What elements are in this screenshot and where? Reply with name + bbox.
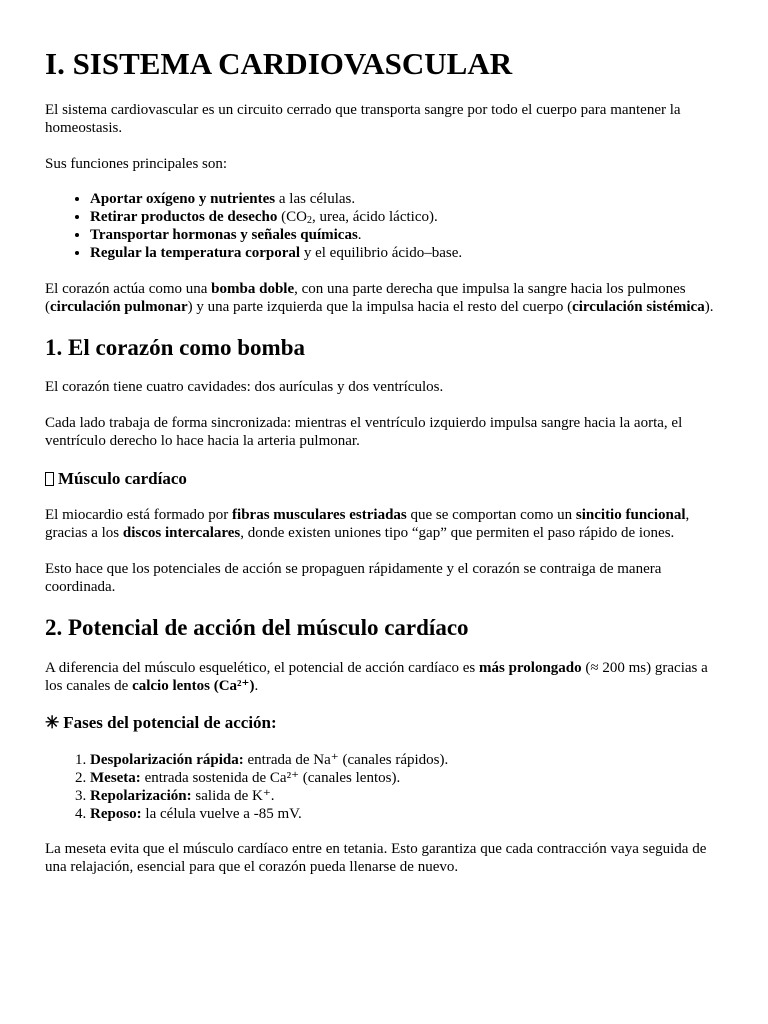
text: El miocardio está formado por [45,507,233,523]
bold-text: discos intercalares [122,525,241,541]
bold-text: bomba doble [211,281,295,297]
list-item [90,787,725,805]
subheading-text: Fases del potencial de acción: [63,713,277,732]
list-item-text: y el equilibrio ácido–base. [300,245,463,261]
phases-list [45,751,725,823]
heart-pump-paragraph [45,280,725,316]
intro-paragraph: El sistema cardiovascular es un circuito cerrado que transporta sangre por todo el cuerpo para mantener la homeostasis. [45,102,681,136]
bold-text: circulación pulmonar [50,299,188,315]
list-item-text: entrada de Na⁺ (canales rápidos). [243,752,449,768]
list-item-text: (CO [277,209,307,225]
bold-text: calcio lentos (Ca²⁺) [132,678,255,694]
section1-paragraph-2: Cada lado trabaja de forma sincronizada: mientras el ventrículo izquierdo impulsa sangre hacia la aorta, el ventrículo derecho lo hace hacia la arteria pulmonar. [45,415,683,449]
text: , gracias a los [45,507,690,541]
list-item-bold: Transportar hormonas y señales químicas [90,227,358,243]
list-item-bold: Reposo: [90,806,142,822]
list-item [90,805,725,823]
section1-paragraph-3 [45,506,725,542]
section2-heading: 2. Potencial de acción del músculo cardíaco [45,615,469,640]
list-item [90,208,725,226]
list-item-bold: Despolarización rápida: [90,752,244,768]
list-item [90,769,725,787]
list-item-text: , urea, ácido láctico). [311,209,438,225]
section1-heading: 1. El corazón como bomba [45,335,306,360]
list-item-text: a las células. [275,191,356,207]
text: que se comportan como un [406,507,576,523]
bold-text: sincitio funcional [575,507,686,523]
text: ) y una parte izquierda que la impulsa hacia el resto del cuerpo ( [187,299,573,315]
list-item-text: entrada sostenida de Ca²⁺ (canales lentos). [140,770,401,786]
text: . [254,678,259,694]
missing-glyph-icon [45,472,54,486]
text: (≈ 200 ms) gracias a los canales de [45,660,708,694]
functions-list [45,190,725,262]
section1-paragraph-1: El corazón tiene cuatro cavidades: dos aurículas y dos ventrículos. [45,379,444,395]
text: A diferencia del músculo esquelético, el potencial de acción cardíaco es [45,660,479,676]
list-item-text: salida de K⁺. [191,788,275,804]
section2-paragraph-1 [45,659,725,695]
list-item [90,190,725,208]
list-item-bold: Repolarización: [90,788,192,804]
text: ). [704,299,714,315]
list-item-text: la célula vuelve a -85 mV. [141,806,302,822]
text: , con una parte derecha que impulsa la sangre hacia los pulmones ( [45,281,686,315]
page-title: I. SISTEMA CARDIOVASCULAR [45,46,513,81]
bold-text: más prolongado [478,660,582,676]
asterisk-icon: ✳ [45,713,60,732]
list-item-bold: Retirar productos de desecho [90,209,278,225]
list-item-bold: Aportar oxígeno y nutrientes [90,191,276,207]
section2-paragraph-2: La meseta evita que el músculo cardíaco entre en tetania. Esto garantiza que cada contracción vaya seguida de una relajación, esencial para que el corazón pueda llenarse de nuevo. [45,841,707,875]
bold-text: circulación sistémica [572,299,705,315]
subscript: 2 [306,215,312,226]
list-item-text: . [357,227,362,243]
text: , donde existen uniones tipo “gap” que permiten el paso rápido de iones. [240,525,675,541]
list-item [90,751,725,769]
section2-subheading [45,712,277,734]
section1-paragraph-4: Esto hace que los potenciales de acción se propaguen rápidamente y el corazón se contraiga de manera coordinada. [45,561,662,595]
list-item [90,226,725,244]
bold-text: fibras musculares estriadas [232,507,407,523]
subheading-text: Músculo cardíaco [58,469,187,488]
list-item-bold: Regular la temperatura corporal [90,245,301,261]
section1-subheading [45,468,187,490]
list-item-bold: Meseta: [90,770,141,786]
text: El corazón actúa como una [45,281,212,297]
list-item [90,244,725,262]
functions-intro: Sus funciones principales son: [45,156,228,172]
